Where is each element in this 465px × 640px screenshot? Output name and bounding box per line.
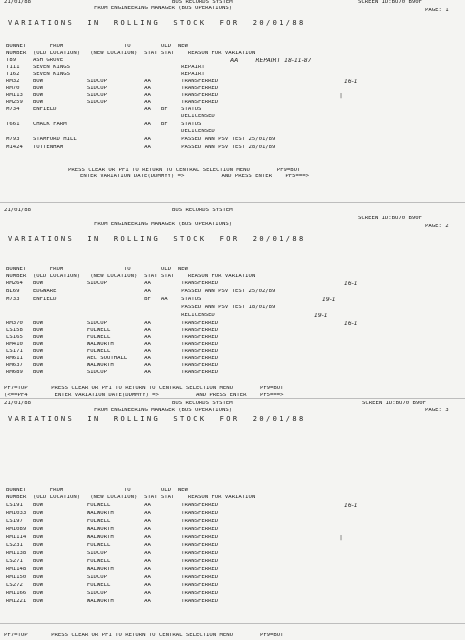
handwritten-note: 19-1 <box>322 297 336 303</box>
record-row: RELICENSED <box>6 313 215 318</box>
report-banner: VARIATIONS IN ROLLING STOCK FOR 20/01/88 <box>8 20 306 27</box>
record-row: RM264 BOW SIDCUP AA TRANSFERRED <box>6 281 219 286</box>
column-header-line: NUMBER (OLD LOCATION) (NEW LOCATION) STAT STAT REASON FOR VARIATION <box>6 495 256 500</box>
page-header-line: FROM ENGINEERING MANAGER (BUS OPERATIONS) <box>94 222 233 227</box>
page-separator <box>0 398 465 399</box>
record-row: RM1150 BOW SIDCUP AA TRANSFERRED <box>6 575 219 580</box>
report-banner: VARIATIONS IN ROLLING STOCK FOR 20/01/88 <box>8 236 306 243</box>
page-header-line: PAGE: 2 <box>425 224 449 229</box>
column-header-line: BONNET FROM TO OLD NEW <box>6 44 188 49</box>
record-row: M733 ENFIELD BF AA STATUS <box>6 297 202 302</box>
page-footer-line: BUS RECORDS SYSTEM <box>172 401 233 406</box>
record-row: M734 ENFIELD AA BF STATUS <box>6 107 202 112</box>
page-separator <box>0 623 465 624</box>
record-row: LS158 BOW FULWELL AA TRANSFERRED <box>6 328 219 333</box>
page-header-line: BUS RECORDS SYSTEM <box>172 208 233 213</box>
page-footer-line: (<==PF4 ENTER VARIATION DATE(DDMMYY) => AND PRESS ENTER PF5===> <box>4 393 284 398</box>
column-header-line: BONNET FROM TO OLD NEW <box>6 488 188 493</box>
page-footer-line: SCREEN ID:BU70 B90F <box>362 401 426 406</box>
record-row: RM1148 BOW WALWORTH AA TRANSFERRED <box>6 567 219 572</box>
page-header-line: SCREEN ID:BU70 B90F <box>358 0 422 5</box>
record-row: RM689 BOW SIDCUP AA TRANSFERRED <box>6 370 219 375</box>
record-row: LS197 BOW FULWELL AA TRANSFERRED <box>6 519 219 524</box>
record-row: T111 SEVEN KINGS REPAIRT <box>6 65 205 70</box>
report-banner: VARIATIONS IN ROLLING STOCK FOR 20/01/88 <box>8 416 306 423</box>
page-footer-line: 21/01/88 <box>4 401 31 406</box>
page-header-line: FROM ENGINEERING MANAGER (BUS OPERATIONS) <box>94 408 233 413</box>
record-row: RM410 BOW WALWORTH AA TRANSFERRED <box>6 342 219 347</box>
record-row: M1424 TOTTENHAM AA PASSED ANN PSV TEST 28/01/89 <box>6 145 276 150</box>
page-footer-line: PF7=TOP PRESS CLEAR OR PF1 TO RETURN TO CENTRAL SELECTION MENU PF9=BOT <box>4 633 284 638</box>
handwritten-note: 19-1 <box>314 313 328 319</box>
handwritten-note: 16-1 <box>344 321 358 327</box>
record-row: RM113 BOW SIDCUP AA TRANSFERRED <box>6 93 219 98</box>
record-row: RM370 BOW SIDCUP AA TRANSFERRED <box>6 321 219 326</box>
record-row: LS271 BOW FULWELL AA TRANSFERRED <box>6 559 219 564</box>
record-row: RM1033 BOW WALWORTH AA TRANSFERRED <box>6 511 219 516</box>
record-row: RM1114 BOW WALWORTH AA TRANSFERRED <box>6 535 219 540</box>
record-row: RM1166 BOW SIDCUP AA TRANSFERRED <box>6 591 219 596</box>
record-row: RM637 BOW WALWORTH AA TRANSFERRED <box>6 363 219 368</box>
record-row: RM259 BOW SIDCUP AA TRANSFERRED <box>6 100 219 105</box>
page-header-line: PAGE: 1 <box>425 8 449 13</box>
page-separator <box>0 202 465 203</box>
record-row: M793 STAMFORD HILL AA PASSED ANN PSV TEST 25/01/89 <box>6 137 276 142</box>
record-row: BL69 EDGWARE AA PASSED ANN PSV TEST 25/02/89 <box>6 289 276 294</box>
record-row: LS171 BOW FULWELL AA TRANSFERRED <box>6 349 219 354</box>
page-header-line: PAGE: 3 <box>425 408 449 413</box>
record-row: LS272 BOW FULWELL AA TRANSFERRED <box>6 583 219 588</box>
handwritten-note: | <box>340 93 343 99</box>
handwritten-note: AA REPAIRT 18-11-87 <box>230 58 312 64</box>
column-header-line: BONNET FROM TO OLD NEW <box>6 267 188 272</box>
record-row: RM611 BOW AEC SOUTHALL AA TRANSFERRED <box>6 356 219 361</box>
record-row: DELICENSED <box>6 114 215 119</box>
handwritten-note: 16-1 <box>344 503 358 509</box>
page-footer-line: ENTER VARIATION DATE(DDMMYY) => AND PRESS ENTER PF5===> <box>80 174 310 179</box>
record-row: T89 ASH GROVE <box>6 58 64 63</box>
column-header-line: NUMBER (OLD LOCATION) (NEW LOCATION) STAT STAT REASON FOR VARIATION <box>6 274 256 279</box>
record-row: LS231 BOW FULWELL AA TRANSFERRED <box>6 543 219 548</box>
record-row: T162 SEVEN KINGS REPAIRT <box>6 72 205 77</box>
page-header-line: FROM ENGINEERING MANAGER (BUS OPERATIONS) <box>94 6 233 11</box>
record-row: RM1138 BOW SIDCUP AA TRANSFERRED <box>6 551 219 556</box>
record-row: RM70 BOW SIDCUP AA TRANSFERRED <box>6 86 219 91</box>
page-header-line: 21/01/88 <box>4 0 31 5</box>
page-header-line: SCREEN ID:BU70 B90F <box>358 216 422 221</box>
page-header-line: 21/01/88 <box>4 208 31 213</box>
record-row: LS165 BOW FULWELL AA TRANSFERRED <box>6 335 219 340</box>
record-row: RM1221 BOW WALWORTH AA TRANSFERRED <box>6 599 219 604</box>
record-row: RM32 BOW SIDCUP AA TRANSFERRED <box>6 79 219 84</box>
column-header-line: NUMBER (OLD LOCATION) (NEW LOCATION) STAT STAT REASON FOR VARIATION <box>6 51 256 56</box>
record-row: PASSED ANN PSV TEST 18/01/89 <box>6 305 276 310</box>
record-row: T661 CHALK FARM AA BF STATUS <box>6 122 202 127</box>
handwritten-note: 16-1 <box>344 79 358 85</box>
page-header-line: BUS RECORDS SYSTEM <box>172 0 233 5</box>
record-row: LS191 BOW FULWELL AA TRANSFERRED <box>6 503 219 508</box>
page-footer-line: PF7=TOP PRESS CLEAR OR PF1 TO RETURN TO CENTRAL SELECTION MENU PF9=BOT <box>4 386 284 391</box>
page-footer-line: PRESS CLEAR OR PF1 TO RETURN TO CENTRAL SELECTION MENU PF9=BOT <box>68 168 301 173</box>
handwritten-note: 16-1 <box>344 281 358 287</box>
handwritten-note: | <box>340 535 343 541</box>
record-row: DELICENSED <box>6 129 215 134</box>
record-row: RM1089 BOW WALWORTH AA TRANSFERRED <box>6 527 219 532</box>
